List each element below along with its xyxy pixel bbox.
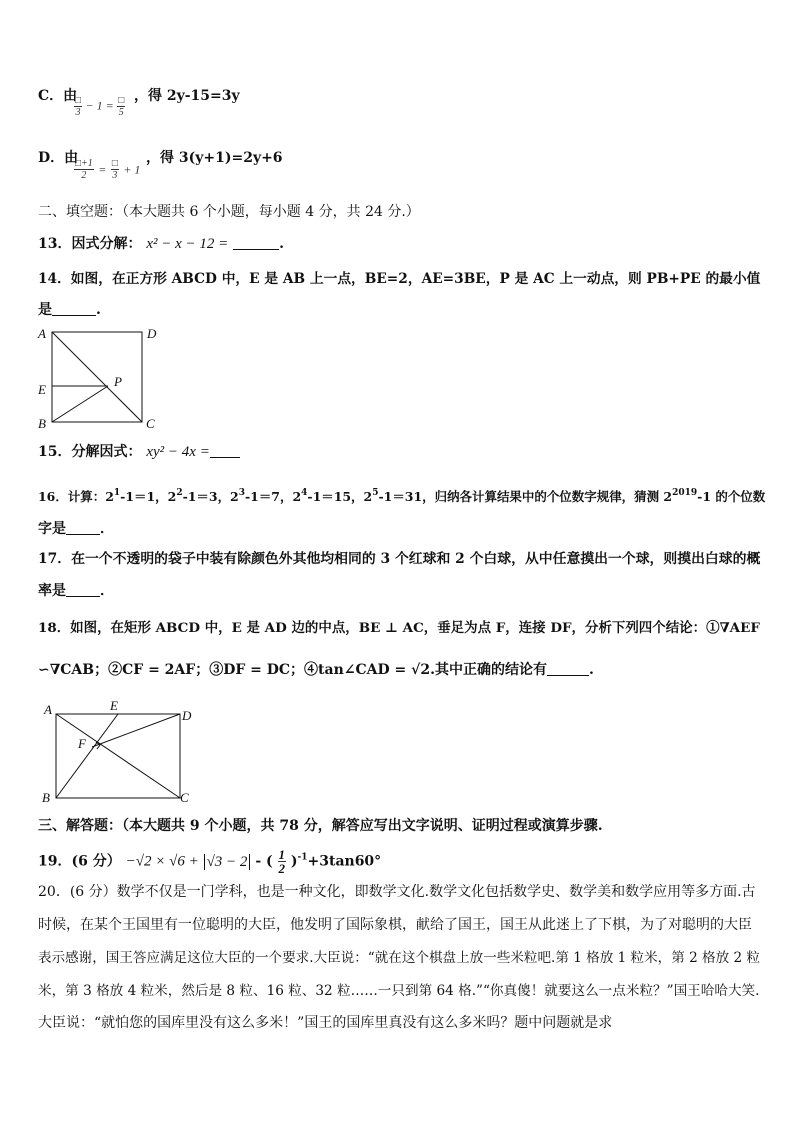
label-p: P [114,374,122,389]
segment-pb [52,386,108,422]
q15-expression: xy² − 4x = [146,444,210,460]
label-d: D [182,708,192,723]
q19-end: +3tan60° [307,853,382,870]
q14-square-figure [34,322,164,432]
label-c: C [146,416,155,431]
option-c-frac2: $\frac{□}{5}$ [118,95,125,118]
label-b: B [38,416,46,431]
q16-end: ． [100,521,114,537]
q19-exponent: -1 [297,852,308,863]
option-d-letter: D．由 [38,150,79,166]
q20-line-5: 大臣说：“就怕您的国库里没有这么多米！”国王的国库里真没有这么多米吗？题中问题就是求 [38,1015,613,1031]
q14-line2-text: 是 [38,302,52,318]
label-d: D [147,326,157,341]
section-2-heading: 二、填空题：（本大题共 6 个小题，每小题 4 分，共 24 分.） [38,204,420,220]
option-c [38,87,77,105]
question-15 [38,443,240,461]
q19-absolute-value: √3 − 2 [204,854,251,870]
q18-line1: 18．如图，在矩形 ABCD 中，E 是 AD 边的中点，BE ⊥ AC，垂足为点 F，连接 DF，分析下列四个结论：①∇AEF [38,620,760,636]
q20-line-4: 米，第 3 格放 4 粒米，然后是 8 粒、16 粒、32 粒……一只到第 64 格.”“你真傻！就要这么一点米粒？”国王哈哈大笑. [38,983,760,999]
q15-answer-blank[interactable] [210,443,240,458]
q18-end: . [588,662,594,678]
q16-rest-5: -1＝31，归纳各计算结果中的个位数字规律，猜测 2 [378,489,673,504]
q14-line1: 14．如图，在正方形 ABCD 中，E 是 AB 上一点，BE=2，AE=3BE，P 是 AC 上一动点，则 PB+PE 的最小值 [38,271,761,287]
option-c-mid: − 1 = [85,98,114,113]
option-d-result: ，得 3(y+1)=2y+6 [146,150,283,166]
q19-tail: ) [290,853,298,870]
q14-answer-blank[interactable] [52,301,96,316]
q16-rest-1: -1＝1，2 [120,489,177,504]
option-d-equation [74,158,140,181]
label-b: B [42,790,50,805]
option-c-equation [74,95,125,118]
q16-rest-3: -1＝7，2 [244,489,302,504]
q14-end: . [96,302,101,318]
q19-fraction: $\frac{1}{2}$ [278,847,285,876]
q14-line2 [38,301,101,319]
q16-exp-2: 2 [176,488,183,498]
label-e: E [110,698,118,713]
q16-exp-4: 4 [301,488,308,498]
q19-mid: - ( [255,853,273,870]
label-e: E [38,382,46,397]
q16-exp-3: 3 [238,488,245,498]
q16-answer-blank[interactable] [66,520,100,535]
label-a: A [38,326,46,341]
label-a: A [44,702,52,717]
q16-exp-1: 1 [113,488,121,498]
q13-expression: x² − x − 12 = [146,236,229,252]
q20-line-2: 时候，在某个王国里有一位聪明的大臣，他发明了国际象棋，献给了国王，国王从此迷上了下棋，为了对聪明的大臣 [38,917,752,933]
q13-end: . [279,236,285,252]
diagonal-ac [52,332,142,422]
question-13 [38,235,284,253]
label-c: C [180,790,189,805]
q18-line2-text: ∽∇CAB；②CF = 2AF；③DF = DC；④tan∠CAD = √2.其中正确的结论有 [38,662,547,678]
label-f: F [78,736,86,751]
q16-exp-5: 5 [372,488,379,498]
q16-rest-2: -1＝3，2 [182,489,239,504]
q17-line2-text: 率是 [38,583,66,599]
q18-rectangle-figure [34,698,204,810]
segment-be [56,714,118,798]
q13-answer-blank[interactable] [233,235,279,250]
q18-answer-blank[interactable] [547,661,589,676]
q17-line2 [38,582,114,600]
q16-line1 [38,484,765,506]
q19-expr1: −√2 × √6 + [125,853,199,870]
q17-answer-blank[interactable] [66,582,100,597]
diagonal-ac [56,714,180,798]
q17-end: ． [100,583,114,599]
q20-line-1: 20．(6 分）数学不仅是一门学科，也是一种文化，即数学文化.数学文化包括数学史、数学美和数学应用等多方面.古 [38,884,756,900]
option-d [38,149,78,167]
q17-line1: 17．在一个不透明的袋子中装有除颜色外其他均相同的 3 个红球和 2 个白球，从中任意摸出一个球，则摸出白球的概 [38,551,761,567]
section-3-heading: 三、解答题：（本大题共 9 个小题，共 78 分，解答应写出文字说明、证明过程或演算步骤. [38,818,603,834]
q20-line-3: 表示感谢，国王答应满足这位大臣的一个要求.大臣说：“就在这个棋盘上放一些米粒吧.第 1 格放 1 粒米，第 2 格放 2 粒 [38,950,760,966]
q19-label: 19．(6 分） [38,853,121,870]
option-c-frac1: $\frac{□}{3}$ [75,95,82,118]
question-19 [38,848,381,875]
q16-exp-2019: 2019 [672,488,698,498]
q16-rest-6: -1 的个位数 [697,489,766,504]
option-d-tail: + 1 [123,162,141,177]
q16-line2 [38,520,114,538]
q18-line2 [38,661,594,679]
option-d-frac2: $\frac{□}{3}$ [111,158,118,181]
option-c-result: ，得 2y-15=3y [134,88,240,104]
option-c-letter: C．由 [38,88,78,104]
q16-rest-4: -1＝15，2 [307,489,373,504]
option-d-mid: = [98,162,107,177]
q13-label: 13．因式分解： [38,236,142,252]
q16-prefix: 16．计算：2 [38,489,114,504]
option-d-frac1: $\frac{□+1}{2}$ [75,158,93,181]
q15-label: 15．分解因式： [38,444,142,460]
q16-line2-text: 字是 [38,521,66,537]
